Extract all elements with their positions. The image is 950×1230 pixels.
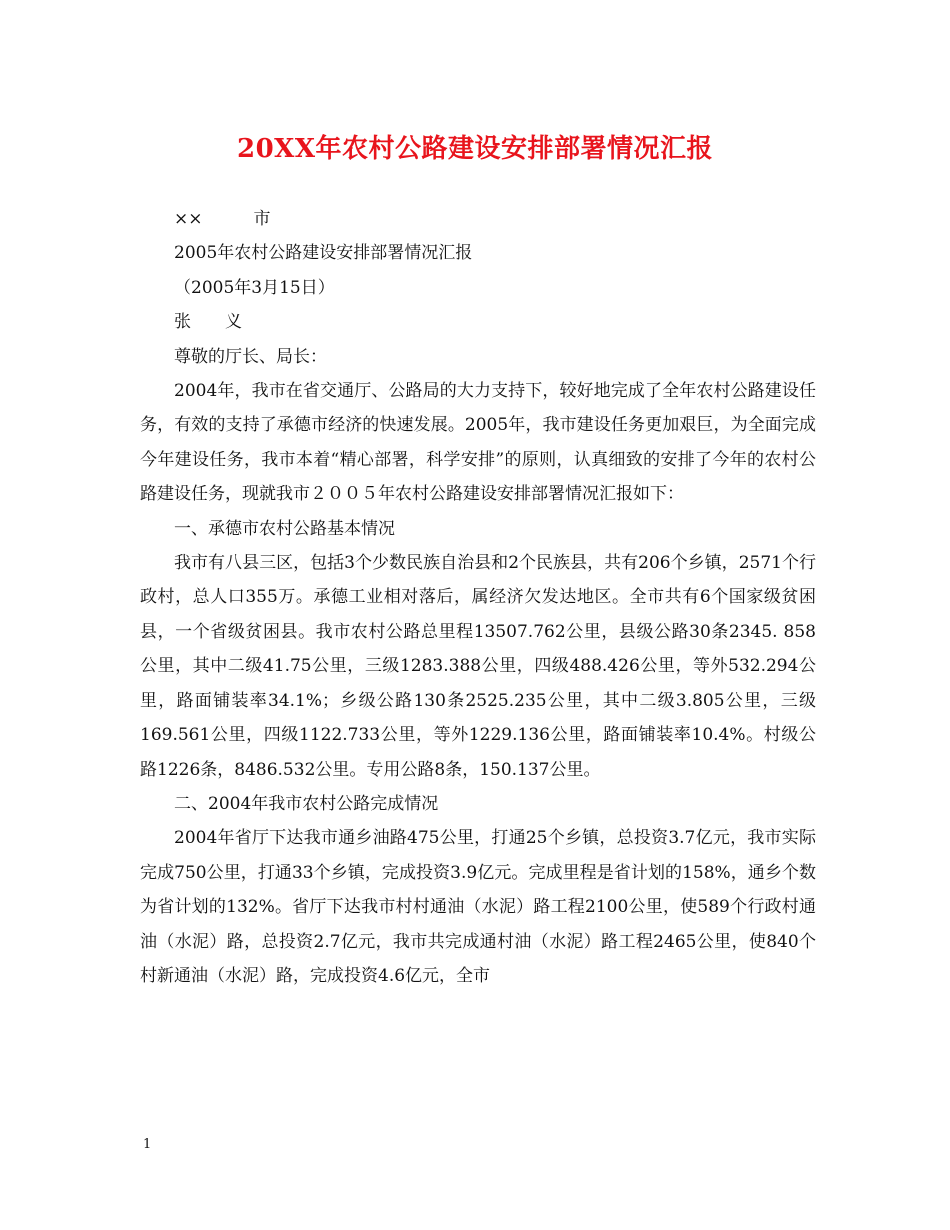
paragraph-2004-completion: 2004年省厅下达我市通乡油路475公里，打通25个乡镇，总投资3.7亿元，我市实际完成750公里，打通33个乡镇，完成投资3.9亿元。完成里程是省计划的158%，通乡个数为省计划的132%。省厅下达我市村村通油（水泥）路工程2100公里，使589个行政村通油（水泥）路，总投资2.7亿元，我市共完成通村油（水泥）路工程2465公里，使840个村新通油（水泥）路，完成投资4.6亿元，全市	[140, 828, 816, 986]
paragraph-intro: 2004年，我市在省交通厅、公路局的大力支持下，较好地完成了全年农村公路建设任务，有效的支持了承德市经济的快速发展。2005年，我市建设任务更加艰巨，为全面完成今年建设任务，我市本着“精心部署，科学安排”的原则，认真细致的安排了今年的农村公路建设任务，现就我市２００５年农村公路建设安排部署情况汇报如下：	[140, 381, 816, 505]
city-line: ×× 市	[174, 209, 271, 229]
page-number: 1	[143, 1137, 152, 1152]
report-date: （2005年3月15日）	[174, 277, 335, 298]
section-heading-1: 一、承德市农村公路基本情况	[174, 518, 395, 539]
document-body	[140, 202, 816, 993]
document-title: 20XX年农村公路建设安排部署情况汇报	[236, 134, 714, 164]
report-heading: 2005年农村公路建设安排部署情况汇报	[174, 243, 473, 264]
salutation: 尊敬的厅长、局长：	[174, 346, 327, 367]
paragraph-basic-situation: 我市有八县三区，包括3个少数民族自治县和2个民族县，共有206个乡镇，2571个行政村，总人口355万。承德工业相对落后，属经济欠发达地区。全市共有6个国家级贫困县，一个省级贫困县。我市农村公路总里程13507.762公里，县级公路30条2345. 858公里，其中二级41.75公里，三级1283.388公里，四级488.426公里，等外532.294公里，路面铺装率34.1%；乡级公路130条2525.235公里，其中二级3.805公里，三级169.561公里，四级1122.733公里，等外1229.136公里，路面铺装率10.4%。村级公路1226条，8486.532公里。专用公路8条，150.137公里。	[140, 553, 816, 780]
author-name: 张 义	[174, 312, 242, 333]
section-heading-2: 二、2004年我市农村公路完成情况	[174, 793, 439, 814]
